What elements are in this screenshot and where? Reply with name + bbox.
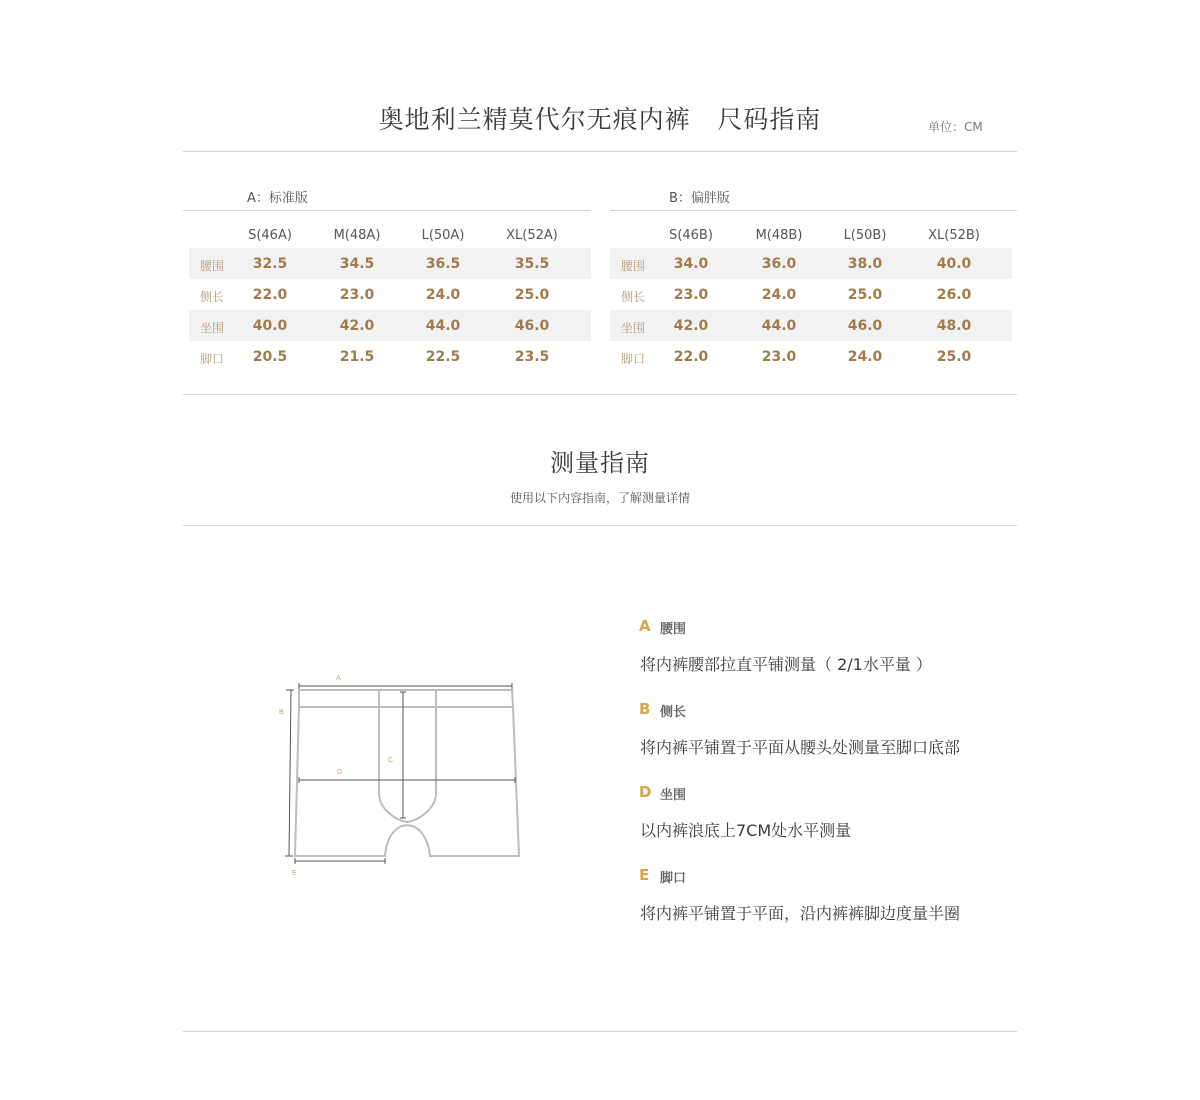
measure-desc: 将内裤平铺置于平面从腰头处测量至脚口底部 [640, 738, 961, 757]
table-cell: 44.0 [761, 318, 797, 334]
size-header: XL(52B) [928, 228, 980, 243]
table-cell: 20.5 [252, 349, 288, 365]
table-cell: 22.0 [673, 349, 709, 365]
table-a-label: A：标准版 [247, 191, 308, 206]
table-cell: 22.0 [252, 287, 288, 303]
measure-name: 脚口 [660, 871, 687, 886]
table-cell: 24.0 [761, 287, 797, 303]
tables-divider [183, 394, 1017, 395]
table-cell: 38.0 [847, 256, 883, 272]
table-cell: 34.0 [673, 256, 709, 272]
measure-desc: 将内裤腰部拉直平铺测量（ 2/1水平量 ） [640, 655, 932, 674]
measure-letter: D [639, 783, 652, 801]
row-label: 坐围 [199, 321, 224, 335]
table-cell: 25.0 [936, 349, 972, 365]
bottom-divider [183, 1031, 1017, 1032]
size-header: L(50A) [421, 228, 465, 243]
table-b-label: B：偏胖版 [669, 191, 730, 206]
row-label: 侧长 [620, 290, 645, 304]
measure-name: 坐围 [660, 788, 687, 803]
table-cell: 32.5 [252, 256, 288, 272]
size-header: L(50B) [843, 228, 887, 243]
size-header: XL(52A) [506, 228, 558, 243]
measure-desc: 以内裤浪底上7CM处水平测量 [640, 821, 852, 840]
table-cell: 24.0 [847, 349, 883, 365]
table-cell: 21.5 [339, 349, 375, 365]
table-b-divider [610, 210, 1017, 211]
size-header: M(48B) [755, 228, 803, 243]
row-label: 坐围 [620, 321, 645, 335]
row-label: 腰围 [199, 259, 224, 273]
row-label: 侧长 [199, 290, 224, 304]
table-cell: 25.0 [847, 287, 883, 303]
size-header: M(48A) [333, 228, 381, 243]
table-cell: 26.0 [936, 287, 972, 303]
table-cell: 23.0 [673, 287, 709, 303]
table-cell: 23.0 [761, 349, 797, 365]
table-cell: 23.5 [514, 349, 550, 365]
table-cell: 35.5 [514, 256, 550, 272]
title-divider [183, 151, 1017, 152]
table-cell: 36.0 [761, 256, 797, 272]
table-cell: 36.5 [425, 256, 461, 272]
diagram-label-b: B [279, 709, 284, 716]
table-cell: 24.0 [425, 287, 461, 303]
table-cell: 40.0 [252, 318, 288, 334]
guide-subtitle: 使用以下内容指南，了解测量详情 [509, 491, 690, 505]
table-cell: 46.0 [514, 318, 550, 334]
diagram-label-a: A [336, 675, 341, 682]
measure-desc: 将内裤平铺置于平面，沿内裤裤脚边度量半圈 [640, 904, 961, 923]
table-cell: 40.0 [936, 256, 972, 272]
table-cell: 25.0 [514, 287, 550, 303]
briefs-measurement-diagram [275, 665, 535, 885]
measure-letter: B [639, 700, 651, 718]
diagram-label-d: D [337, 769, 343, 776]
diagram-label-c: C [388, 757, 394, 764]
measure-name: 侧长 [660, 705, 687, 720]
table-cell: 46.0 [847, 318, 883, 334]
measure-name: 腰围 [660, 622, 687, 637]
table-cell: 23.0 [339, 287, 375, 303]
table-cell: 42.0 [673, 318, 709, 334]
size-header: S(46B) [669, 228, 713, 243]
table-cell: 42.0 [339, 318, 375, 334]
row-label: 脚口 [620, 352, 645, 366]
table-a-divider [183, 210, 591, 211]
measure-letter: A [639, 617, 651, 635]
guide-divider [183, 525, 1017, 526]
unit-label: 单位：CM [928, 120, 983, 134]
table-cell: 48.0 [936, 318, 972, 334]
table-cell: 34.5 [339, 256, 375, 272]
row-label: 腰围 [620, 259, 645, 273]
diagram-label-e: E [292, 870, 297, 877]
page-title: 奥地利兰精莫代尔无痕内裤 尺码指南 [378, 105, 822, 134]
table-cell: 22.5 [425, 349, 461, 365]
size-header: S(46A) [248, 228, 292, 243]
guide-title: 测量指南 [550, 449, 650, 477]
row-label: 脚口 [199, 352, 224, 366]
measure-letter: E [639, 866, 650, 884]
table-cell: 44.0 [425, 318, 461, 334]
